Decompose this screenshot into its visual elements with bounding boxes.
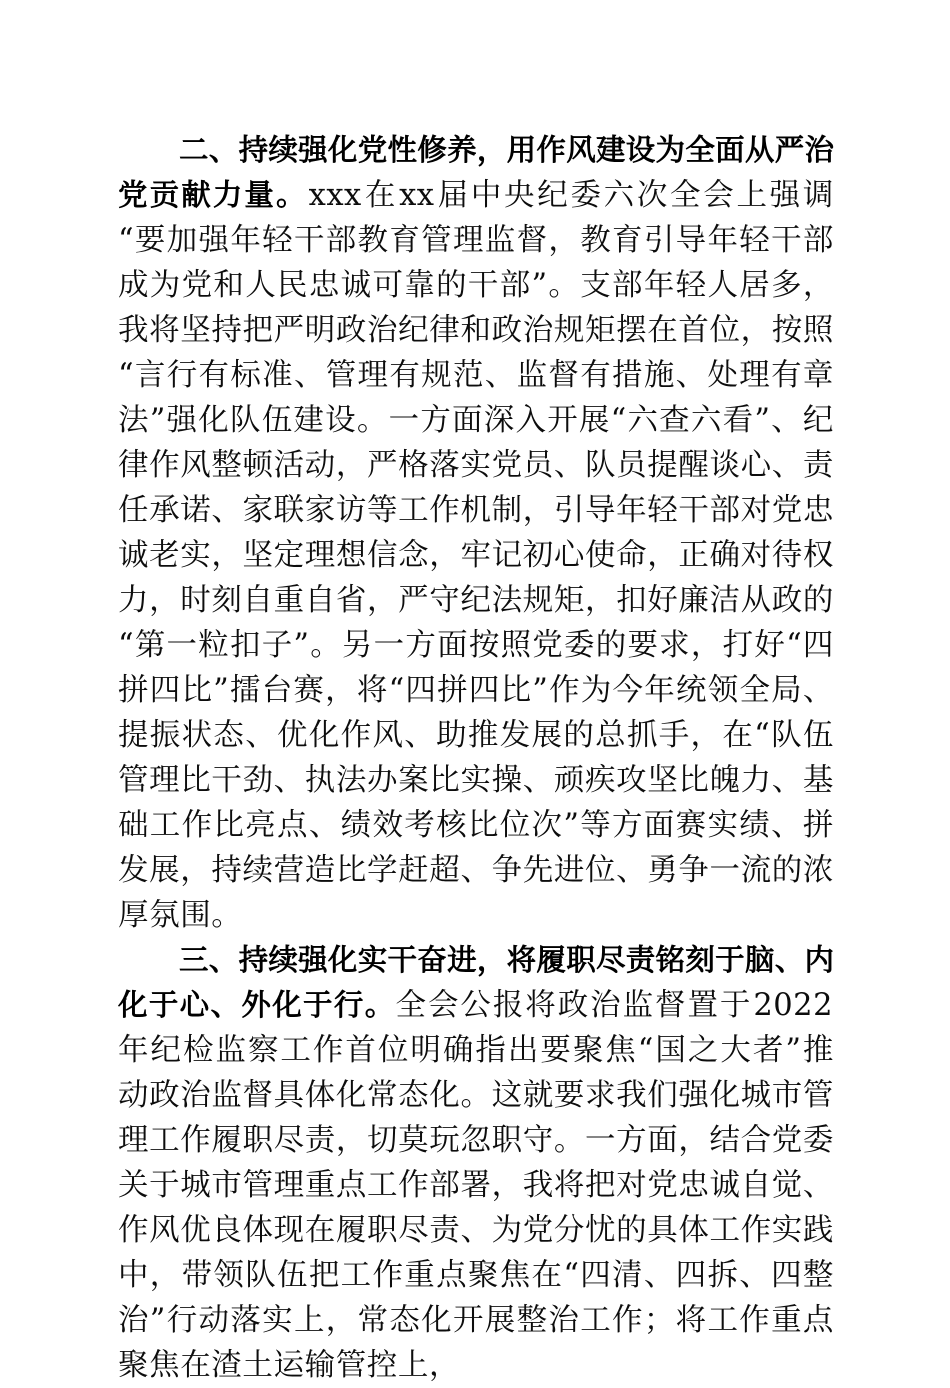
document-text-body xyxy=(118,128,834,1388)
section-two-text-4: 届中央纪委六次全会上强调“要加强年轻干部教育管理监督，教育引导年轻干部成为党和人民忠诚可靠的干部”。支部年轻人居多，我将坚持把严明政治纪律和政治规矩摆在首位，按照“言行有标准、管理有规范、监督有措施、处理有章法”强化队伍建设。一方面深入开展“六查六看”、纪律作风整顿活动，严格落实党员、队员提醒谈心、责任承诺、家联家访等工作机制，引导年轻干部对党忠诚老实，坚定理想信念，牢记初心使命，正确对待权力，时刻自重自省，严守纪法规矩，扣好廉洁从政的“第一粒扣子”。另一方面按照党委的要求，打好“四拼四比”擂台赛，将“四拼四比”作为今年统领全局、提振状态、优化作风、助推发展的总抓手，在“队伍管理比干劲、执法办案比实操、顽疾攻坚比魄力、基础工作比亮点、绩效考核比位次”等方面赛实绩、拼发展，持续营造比学赶超、争先进位、勇争一流的浓厚氛围。 xyxy=(118,178,834,933)
section-two-placeholder-session: xx xyxy=(399,178,435,213)
section-three-text-0: 全会公报将政治监督置于 xyxy=(395,988,753,1023)
section-two-placeholder-name: xxx xyxy=(308,178,362,213)
section-heading-two: 二、持续强化党性修养，用作风建设为全面从严治党贡献力量。 xyxy=(118,133,834,212)
paragraph-section-three xyxy=(118,938,834,1388)
section-heading-three: 三、持续强化实干奋进，将履职尽责铭刻于脑、内化于心、外化于行。 xyxy=(118,943,834,1022)
paragraph-section-two xyxy=(118,128,834,938)
section-two-text-2: 在 xyxy=(362,178,399,213)
section-three-year: 2022 xyxy=(753,988,833,1023)
section-three-text-2: 年纪检监察工作首位明确指出要聚焦“国之大者”推动政治监督具体化常态化。这就要求我们强化城市管理工作履职尽责，切莫玩忽职守。一方面，结合党委关于城市管理重点工作部署，我将把对党忠诚自觉、作风优良体现在履职尽责、为党分忧的具体工作实践中，带领队伍把工作重点聚焦在“四清、四拆、四整治”行动落实上，常态化开展整治工作；将工作重点聚焦在渣土运输管控上， xyxy=(118,1033,834,1383)
